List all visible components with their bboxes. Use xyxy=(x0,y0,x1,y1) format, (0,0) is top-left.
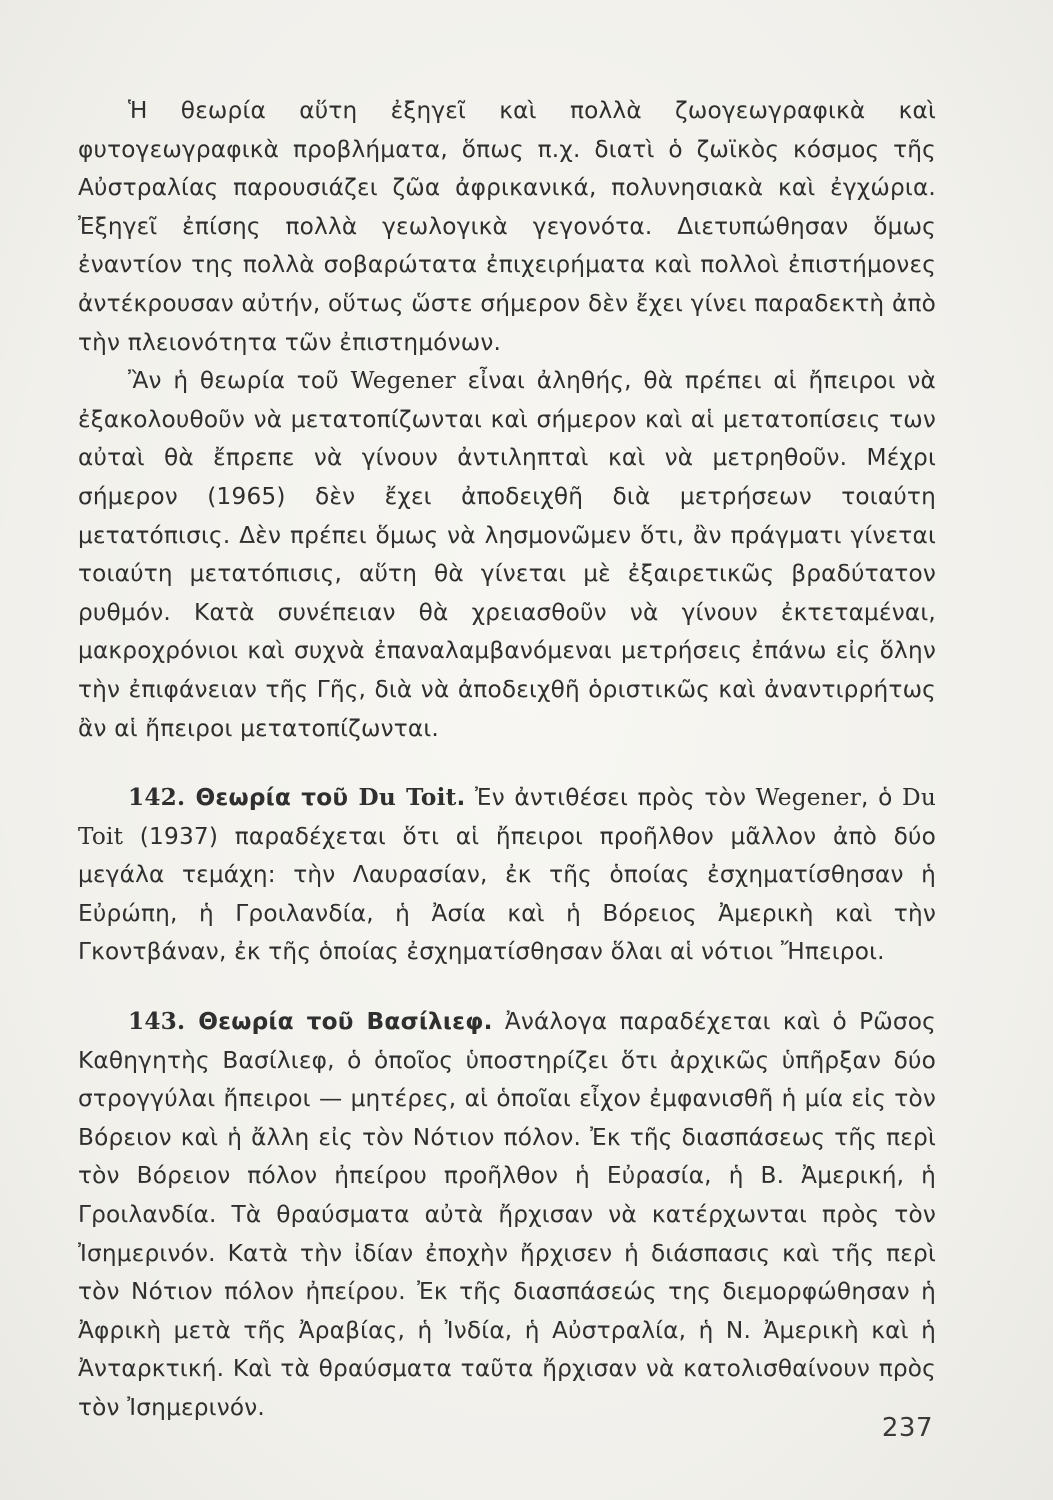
section-title: Θεωρία τοῦ xyxy=(185,784,359,812)
paragraph-wegener-measurements xyxy=(78,362,936,748)
section-text: , ὁ xyxy=(861,784,903,812)
section-text: (1937) παραδέχεται ὅτι αἱ ἤπειροι προῆλθον μᾶλλον ἀπὸ δύο μεγάλα τεμάχη: τὴν Λαυρασίαν, ἐκ τῆς ὁποίας ἐσχηματίσθησαν ἡ Εὐρώπη, ἡ Γροιλανδία, ἡ Ἀσία καὶ ἡ Βόρειος Ἀμερικὴ καὶ τὴν Γκοντβάναν, ἐκ τῆς ὁποίας ἐσχηματίσθησαν ὅλαι αἱ νότιοι Ἤπειροι. xyxy=(78,822,936,966)
section-title: Θεωρία τοῦ Βασίλιεφ. xyxy=(185,1008,493,1036)
page-number: 237 xyxy=(881,1413,933,1443)
page-body xyxy=(78,92,936,1428)
name-du-toit: Du Toit xyxy=(78,784,936,850)
paragraph-text: Ἂν ἡ θεωρία τοῦ xyxy=(128,367,351,395)
paragraph-text: εἶναι ἀληθής, θὰ πρέπει αἱ ἤπειροι νὰ ἐξακολουθοῦν νὰ μετατοπίζωνται καὶ σήμερον καὶ αἱ μετατοπίσεις των αὐταὶ θὰ ἔπρεπε νὰ γίνουν ἀντιληπταὶ καὶ νὰ μετρηθοῦν. Μέχρι σήμερον (1965) δὲν ἔχει ἀποδειχθῆ διὰ μετρήσεων τοιαύτη μετατόπισις. Δὲν πρέπει ὅμως νὰ λησμονῶμεν ὅτι, ἂν πράγματι γίνεται τοιαύτη μετατόπισις, αὕτη θὰ γίνεται μὲ ἐξαιρετικῶς βραδύτατον ρυθμόν. Κατὰ συνέπειαν θὰ χρειασθοῦν νὰ γίνουν ἐκτεταμέναι, μακροχρόνιοι καὶ συχνὰ ἐπαναλαμβανόμεναι μετρήσεις ἐπάνω εἰς ὅλην τὴν ἐπιφάνειαν τῆς Γῆς, διὰ νὰ ἀποδειχθῆ ὁριστικῶς καὶ ἀναντιρρήτως ἂν αἱ ἤπειροι μετατοπίζωνται. xyxy=(78,367,936,742)
section-143 xyxy=(78,1003,936,1428)
section-title-name: Du Toit xyxy=(358,784,457,812)
name-wegener: Wegener xyxy=(350,367,456,395)
paragraph-wegener-theory-explanations: Ἡ θεωρία αὕτη ἐξηγεῖ καὶ πολλὰ ζωογεωγραφικὰ καὶ φυτογεωγραφικὰ προβλήματα, ὅπως π.χ. διατὶ ὁ ζωϊκὸς κόσμος τῆς Αὐστραλίας παρουσιάζει ζῶα ἀφρικανικά, πολυνησιακὰ καὶ ἐγχώρια. Ἐξηγεῖ ἐπίσης πολλὰ γεωλογικὰ γεγονότα. Διετυπώθησαν ὅμως ἐναντίον της πολλὰ σοβαρώτατα ἐπιχειρήματα καὶ πολλοὶ ἐπιστήμονες ἀντέκρουσαν αὐτήν, οὕτως ὥστε σήμερον δὲν ἔχει γίνει παραδεκτὴ ἀπὸ τὴν πλειονότητα τῶν ἐπιστημόνων. xyxy=(78,97,936,356)
section-title-end: . xyxy=(456,784,466,812)
section-142 xyxy=(78,779,936,972)
section-text: Ἐν ἀντιθέσει πρὸς τὸν xyxy=(465,784,756,812)
section-text: Ἀνάλογα παραδέχεται καὶ ὁ Ρῶσος Καθηγητὴς Βασίλιεφ, ὁ ὁποῖος ὑποστηρίζει ὅτι ἀρχικῶς ὑπῆρξαν δύο στρογγύλαι ἤπειροι — μητέρες, αἱ ὁποῖαι εἶχον ἐμφανισθῆ ἡ μία εἰς τὸν Βόρειον καὶ ἡ ἄλλη εἰς τὸν Νότιον πόλον. Ἐκ τῆς διασπάσεως τῆς περὶ τὸν Βόρειον πόλον ἠπείρου προῆλθον ἡ Εὐρασία, ἡ Β. Ἀμερική, ἡ Γροιλανδία. Τὰ θραύσματα αὐτὰ ἤρχισαν νὰ κατέρχωνται πρὸς τὸν Ἰσημερινόν. Κατὰ τὴν ἰδίαν ἐποχὴν ἤρχισεν ἡ διάσπασις καὶ τῆς περὶ τὸν Νότιον πόλον ἠπείρου. Ἐκ τῆς διασπάσεώς της διεμορφώθησαν ἡ Ἀφρικὴ μετὰ τῆς Ἀραβίας, ἡ Ἰνδία, ἡ Αὐστραλία, ἡ Ν. Ἀμερικὴ καὶ ἡ Ἀνταρκτική. Καὶ τὰ θραύσματα ταῦτα ἤρχισαν νὰ κατολισθαίνουν πρὸς τὸν Ἰσημερινόν. xyxy=(78,1008,936,1421)
section-number: 143. xyxy=(128,1008,186,1036)
section-number: 142. xyxy=(128,784,186,812)
name-wegener: Wegener xyxy=(755,784,862,812)
